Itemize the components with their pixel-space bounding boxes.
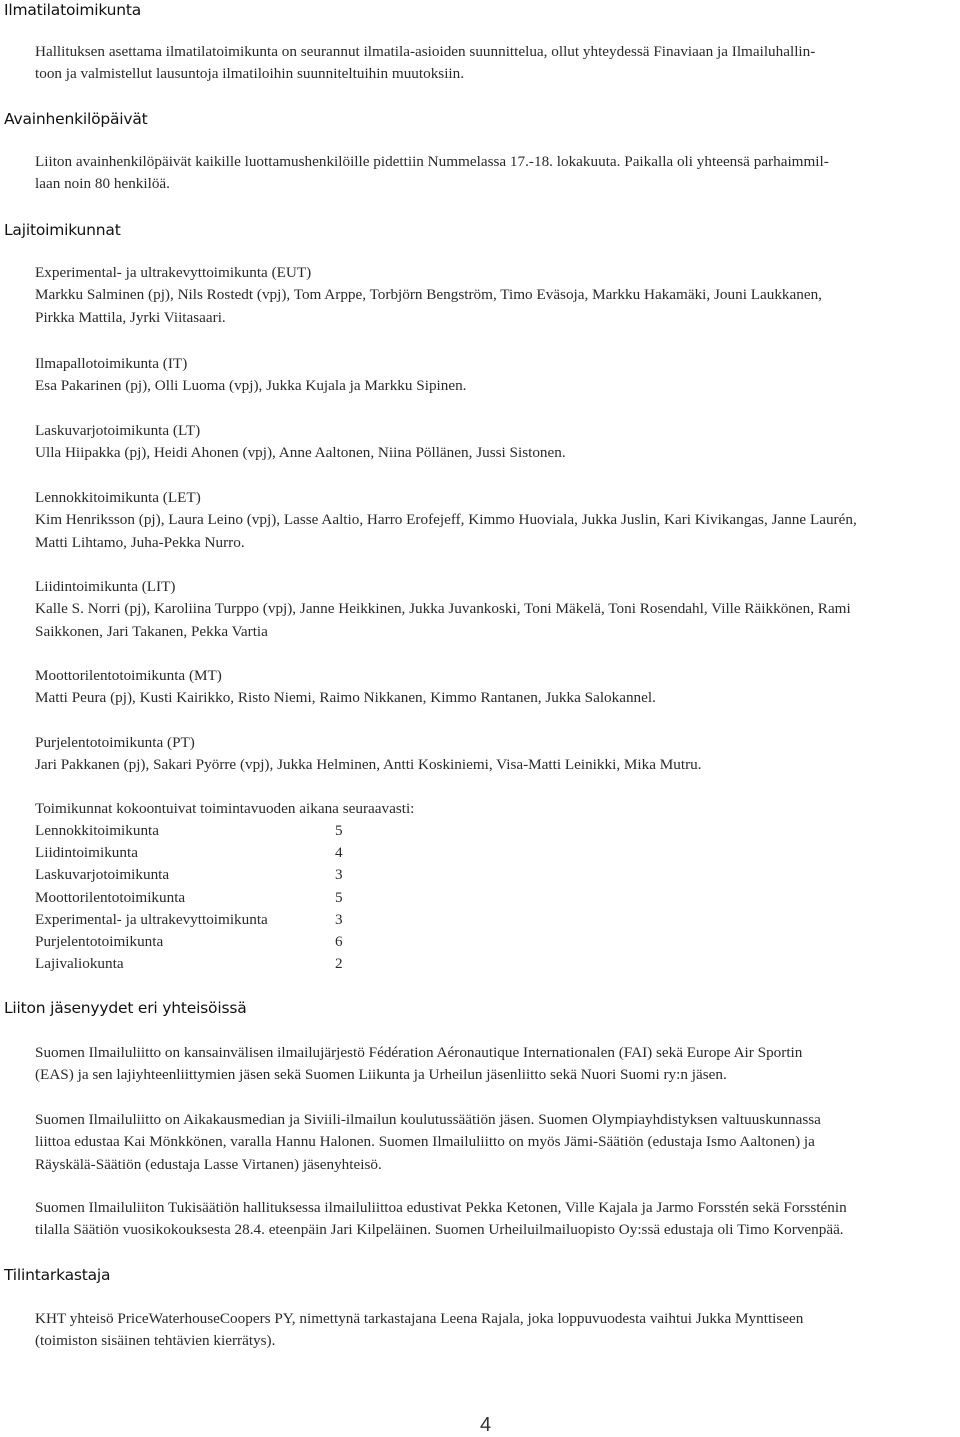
- text-line: tilalla Säätiön vuosikokouksesta 28.4. eteenpäin Jari Kilpeläinen. Suomen Urheiluilmailuopisto Oy:ssä edustaja oli Timo Korvenpää.: [35, 1221, 844, 1239]
- section-heading-lajitoimikunnat: Lajitoimikunnat: [4, 221, 121, 239]
- committee-lt: [35, 420, 960, 465]
- text-line: Suomen Ilmailuliitto on kansainvälisen ilmailujärjestö Fédération Aéronautique Internationalen (FAI) sekä Europe Air Sportin: [35, 1044, 803, 1061]
- paragraph-jasenyydet-1: [35, 1042, 960, 1087]
- committee-name: Moottorilentotoimikunta (MT): [35, 667, 222, 684]
- committee-members: Jari Pakkanen (pj), Sakari Pyörre (vpj), Jukka Helminen, Antti Koskiniemi, Visa-Matti Leinikki, Mika Mutru.: [35, 756, 702, 774]
- committee-name: Purjelentotoimikunta (PT): [35, 734, 195, 751]
- committee-members: Ulla Hiipakka (pj), Heidi Ahonen (vpj), Anne Aaltonen, Niina Pöllänen, Jussi Sistonen.: [35, 444, 566, 462]
- meeting-count-cell: 2: [335, 955, 343, 973]
- paragraph-avainhenkilopaivat: [35, 151, 960, 196]
- meetings-intro-text: Toimikunnat kokoontuivat toimintavuoden aikana seuraavasti:: [35, 800, 415, 817]
- committee-name-cell: Moottorilentotoimikunta: [35, 888, 186, 906]
- meeting-count-cell: 6: [335, 932, 343, 950]
- table-row: [35, 864, 435, 886]
- table-row: [35, 953, 435, 975]
- committee-name-cell: Liidintoimikunta: [35, 844, 138, 862]
- committee-name-cell: Purjelentotoimikunta: [35, 932, 164, 950]
- committee-name: Ilmapallotoimikunta (IT): [35, 355, 188, 372]
- committee-members: Matti Peura (pj), Kusti Kairikko, Risto Niemi, Raimo Nikkanen, Kimmo Rantanen, Jukka Salokannel.: [35, 689, 656, 707]
- section-heading-avainhenkilopaivat: Avainhenkilöpäivät: [4, 110, 148, 128]
- text-line: (EAS) ja sen lajiyhteenliittymien jäsen sekä Suomen Liikunta ja Urheilun jäsenliitto sekä Nuori Suomi ry:n jäsen.: [35, 1066, 727, 1084]
- committee-members: Matti Lihtamo, Juha-Pekka Nurro.: [35, 533, 245, 551]
- meetings-intro: [35, 798, 960, 820]
- paragraph-tilintarkastaja: [35, 1308, 960, 1353]
- committee-members: Esa Pakarinen (pj), Olli Luoma (vpj), Jukka Kujala ja Markku Sipinen.: [35, 377, 467, 395]
- text-line: liittoa edustaa Kai Mönkkönen, varalla Hannu Halonen. Suomen Ilmailuliitto on myös Jämi-Säätiön (edustaja Ismo Aaltonen) ja: [35, 1133, 815, 1151]
- table-row: [35, 909, 435, 931]
- committee-name: Experimental- ja ultrakevyttoimikunta (EUT): [35, 264, 312, 281]
- table-row: [35, 931, 435, 953]
- meeting-count-cell: 3: [335, 866, 343, 884]
- text-line: KHT yhteisö PriceWaterhouseCoopers PY, nimettynä tarkastajana Leena Rajala, joka loppuvuodesta vaihtui Jukka Mynttiseen: [35, 1310, 804, 1327]
- committee-it: [35, 353, 960, 398]
- committee-members: Saikkonen, Jari Takanen, Pekka Vartia: [35, 622, 268, 640]
- committee-name-cell: Experimental- ja ultrakevyttoimikunta: [35, 910, 268, 928]
- paragraph-ilmatilatoimikunta: [35, 41, 960, 86]
- text-line: Suomen Ilmailuliiton Tukisäätiön hallituksessa ilmailuliittoa edustivat Pekka Ketonen, Ville Kajala ja Jarmo Forsstén sekä Forssténin: [35, 1199, 847, 1216]
- paragraph-jasenyydet-3: [35, 1197, 960, 1242]
- committee-name-cell: Laskuvarjotoimikunta: [35, 866, 170, 884]
- meeting-count-cell: 5: [335, 822, 343, 839]
- text-line: toon ja valmistellut lausuntoja ilmatiloihin suunniteltuihin muutoksiin.: [35, 65, 465, 83]
- text-line: Liiton avainhenkilöpäivät kaikille luottamushenkilöille pidettiin Nummelassa 17.-18. lokakuuta. Paikalla oli yhteensä parhaimmil-: [35, 153, 829, 170]
- table-row: [35, 842, 435, 864]
- page-number: 4: [480, 1414, 492, 1436]
- text-line: Hallituksen asettama ilmatilatoimikunta on seurannut ilmatila-asioiden suunnittelua, ollut yhteydessä Finaviaan ja Ilmailuhallin-: [35, 43, 816, 60]
- committee-name: Liidintoimikunta (LIT): [35, 578, 176, 595]
- section-heading-tilintarkastaja: Tilintarkastaja: [4, 1266, 111, 1284]
- committee-name: Lennokkitoimikunta (LET): [35, 489, 201, 506]
- committee-members: Kalle S. Norri (pj), Karoliina Turppo (vpj), Janne Heikkinen, Jukka Juvankoski, Toni Mäkelä, Toni Rosendahl, Ville Räikkönen, Rami: [35, 600, 851, 618]
- committee-eut: [35, 262, 960, 329]
- committee-pt: [35, 732, 960, 777]
- text-line: Räyskälä-Säätiön (edustaja Lasse Virtanen) jäsenyhteisö.: [35, 1155, 382, 1173]
- table-row: [35, 820, 435, 842]
- meeting-count-cell: 4: [335, 844, 343, 862]
- paragraph-jasenyydet-2: [35, 1109, 960, 1176]
- meetings-table: [35, 820, 435, 975]
- committee-mt: [35, 665, 960, 710]
- meeting-count-cell: 3: [335, 910, 343, 928]
- committee-members: Pirkka Mattila, Jyrki Viitasaari.: [35, 308, 226, 326]
- table-row: [35, 887, 435, 909]
- section-heading-ilmatilatoimikunta: Ilmatilatoimikunta: [4, 1, 142, 19]
- section-heading-jasenyydet: Liiton jäsenyydet eri yhteisöissä: [4, 999, 247, 1017]
- text-line: laan noin 80 henkilöä.: [35, 175, 170, 193]
- committee-members: Markku Salminen (pj), Nils Rostedt (vpj), Tom Arppe, Torbjörn Bengström, Timo Eväsoja, Markku Hakamäki, Jouni Laukkanen,: [35, 286, 822, 304]
- text-line: (toimiston sisäinen tehtävien kierrätys).: [35, 1332, 276, 1350]
- committee-name: Laskuvarjotoimikunta (LT): [35, 422, 201, 439]
- committee-name-cell: Lajivaliokunta: [35, 955, 124, 973]
- committee-members: Kim Henriksson (pj), Laura Leino (vpj), Lasse Aaltio, Harro Erofejeff, Kimmo Huoviala, Jukka Juslin, Kari Kivikangas, Janne Laurén,: [35, 511, 857, 529]
- meeting-count-cell: 5: [335, 888, 343, 906]
- committee-lit: [35, 576, 960, 643]
- committee-let: [35, 487, 960, 554]
- committee-name-cell: Lennokkitoimikunta: [35, 822, 160, 839]
- text-line: Suomen Ilmailuliitto on Aikakausmedian ja Siviili-ilmailun koulutussäätiön jäsen. Suomen Olympiayhdistyksen valtuuskunnassa: [35, 1111, 821, 1128]
